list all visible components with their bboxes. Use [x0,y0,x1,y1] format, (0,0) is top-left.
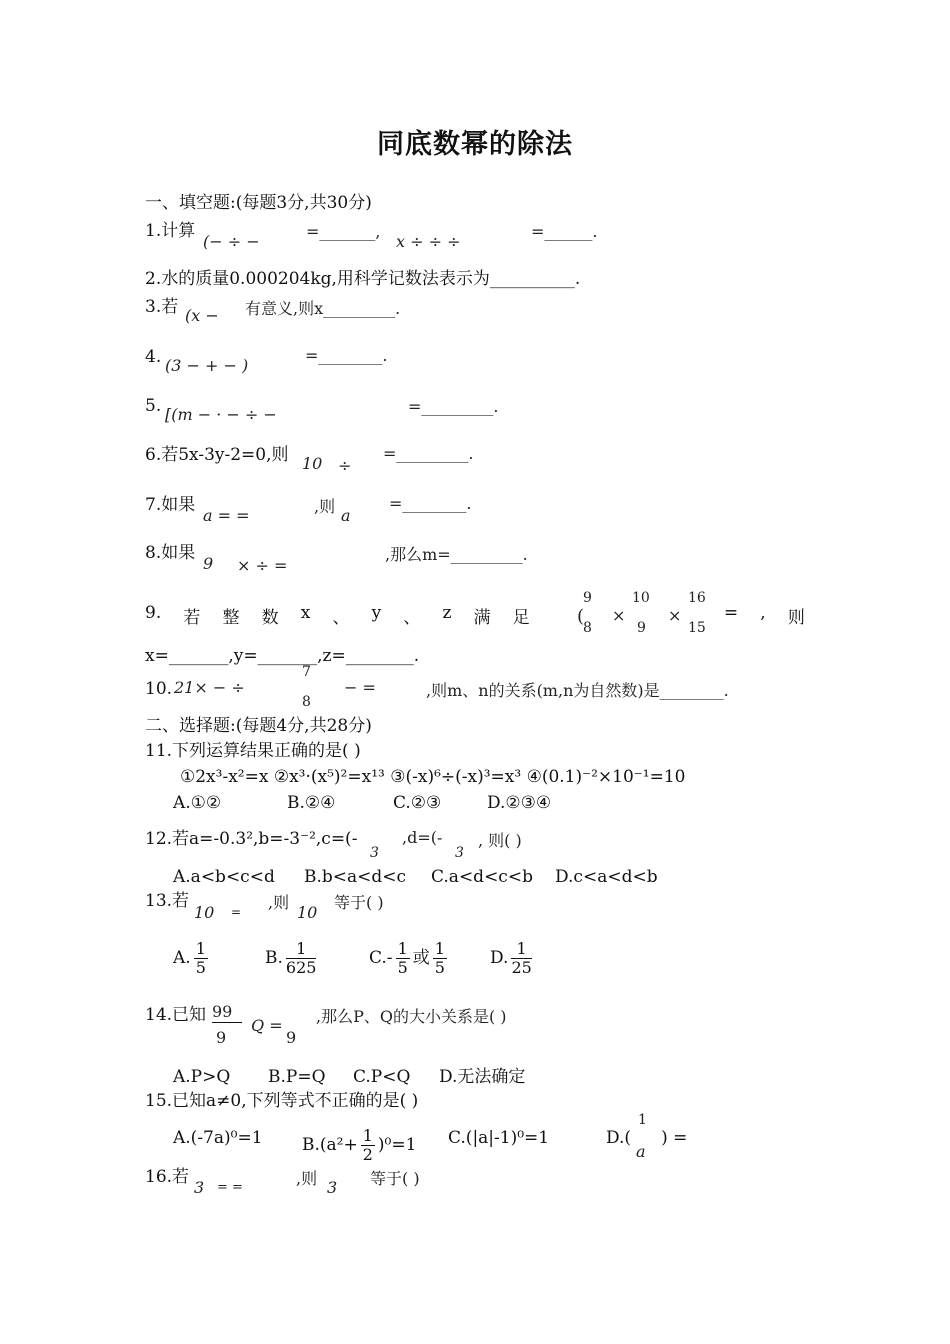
q16-then: ,则 [296,1169,318,1188]
q14-choice-d[interactable]: D.无法确定 [439,1067,526,1087]
q11-choice-d[interactable]: D.②③④ [487,793,552,813]
question-3: 3.若 [145,297,179,317]
q11-choice-b[interactable]: B.②④ [287,793,336,813]
q9-den-3: 15 [688,620,706,636]
q8-blank: ,那么m=_________. [385,545,528,564]
q9-den-1: 8 [583,620,592,636]
q13-base-2: 10 [297,903,318,922]
q13-choice-b[interactable]: B. $\frac{1}{625}$ [265,939,317,977]
question-9: 9. 若 整 数 x 、 y 、 z 满 足 = , 则 [145,603,805,628]
q14-choice-b[interactable]: B.P=Q [268,1067,326,1087]
page-title: 同底数幂的除法 [377,129,573,160]
question-7: 7.如果 [145,495,196,515]
q13-base: 10 [194,903,215,922]
q14-q-eq: Q = [251,1016,283,1035]
q9-answers: x=_______,y=_______,z=________. [145,646,420,666]
q15-choice-a[interactable]: A.(-7a)⁰=1 [173,1128,263,1148]
q13-frac-c2: $\frac{1}{5}$ [434,939,445,977]
q14-q-den: 9 [286,1028,297,1047]
q4-blank: =________. [305,346,388,365]
q14-den: 9 [216,1028,227,1047]
q3-blank: 有意义,则x_________. [245,299,401,318]
q6-base: 10 [302,454,323,473]
q9-den-2: 9 [637,620,646,636]
q12-choice-c[interactable]: C.a<d<c<b [431,867,533,887]
question-11: 11.下列运算结果正确的是( ) [145,741,361,761]
q15-d-num: 1 [638,1112,647,1128]
q13-frac-d: $\frac{1}{25}$ [511,939,532,977]
question-2: 2.水的质量0.000204kg,用科学记数法表示为__________. [145,269,581,289]
q16-base: 3 [194,1178,205,1197]
q13-choice-d[interactable]: D. $\frac{1}{25}$ [490,939,532,977]
q1-blank-2: =______. [531,222,598,241]
q13-choice-c[interactable]: C.- $\frac{1}{5}$ 或 $\frac{1}{5}$ [369,939,445,977]
question-16: 16.若 [145,1167,190,1187]
q8-expr: × ÷ = [237,556,288,575]
q5-expr: [(m − · − ÷ − [165,405,277,424]
question-5: 5. [145,396,162,416]
q10-expr-b: − = [344,678,376,697]
q14-choice-c[interactable]: C.P<Q [353,1067,411,1087]
q15-choice-d[interactable]: D.( ) = [606,1128,688,1148]
q9-times-1: × [612,606,626,625]
q12-mid: ,d=(- [402,828,443,847]
q9-paren: ( [577,606,585,627]
q4-expr: (3 − + − ) [165,356,249,375]
q10-den: 8 [302,694,311,710]
q7-blank: =________. [389,494,472,513]
q8-base: 9 [203,554,214,573]
q14-end: ,那么P、Q的大小关系是( ) [316,1007,507,1026]
q14-num: 99 [212,1002,233,1021]
q9-times-2: × [668,606,682,625]
question-13: 13.若 [145,891,190,911]
question-14: 14.已知 [145,1005,207,1025]
q13-eq: = [231,905,242,919]
q10-num: 7 [302,664,311,680]
q12-frac-d-den: 3 [455,845,464,861]
section-choice-heading: 二、选择题:(每题4分,共28分) [145,716,372,736]
q3-expr: (x − [185,306,219,325]
q13-frac-a: $\frac{1}{5}$ [195,939,206,977]
section-fill-heading: 一、填空题:(每题3分,共30分) [145,193,372,213]
question-6: 6.若5x-3y-2=0,则 [145,445,289,465]
q16-base-2: 3 [327,1178,338,1197]
q9-num-2: 10 [632,590,650,606]
q10-expr: 21× − ÷ [174,678,245,697]
q13-frac-b: $\frac{1}{625}$ [285,939,317,977]
question-10: 10. [145,679,173,699]
q11-choice-c[interactable]: C.②③ [393,793,442,813]
q10-blank: ,则m、n的关系(m,n为自然数)是________. [426,681,729,700]
q13-then: ,则 [268,893,290,912]
q7-then: ,则 [314,497,336,516]
q11-choice-a[interactable]: A.①② [173,793,222,813]
q13-frac-c: $\frac{1}{5}$ [397,939,408,977]
question-4: 4. [145,347,162,367]
q9-num-3: 16 [688,590,706,606]
q15-d-den: a [636,1142,646,1161]
q9-num-1: 9 [583,590,592,606]
q11-options: ①2x³-x²=x ②x³·(x⁵)²=x¹³ ③(-x)⁶÷(-x)³=x³ ④(0.1)⁻²×10⁻¹=10 [180,767,686,787]
q15-half: $\frac{1}{2}$ [362,1126,373,1164]
q12-choice-d[interactable]: D.c<a<d<b [555,867,658,887]
q12-choice-a[interactable]: A.a<b<c<d [173,867,275,887]
q14-frac-bar [212,1022,242,1023]
q6-blank: =_________. [383,444,474,463]
q15-choice-c[interactable]: C.(|a|-1)⁰=1 [448,1128,550,1148]
q14-choice-a[interactable]: A.P>Q [173,1067,231,1087]
question-12: 12.若a=-0.3²,b=-3⁻²,c=(- [145,829,358,849]
question-8: 8.如果 [145,543,196,563]
question-1: 1.计算 [145,221,196,241]
q12-choice-b[interactable]: B.b<a<d<c [304,867,407,887]
q7-expr-b: a [341,506,351,525]
q12-end: , 则( ) [478,831,522,850]
q16-end: 等于( ) [370,1169,420,1188]
question-15: 15.已知a≠0,下列等式不正确的是( ) [145,1091,419,1111]
q15-choice-b[interactable]: B.(a²+ $\frac{1}{2}$ )⁰=1 [302,1126,417,1164]
q13-end: 等于( ) [334,893,384,912]
q12-frac-c-den: 3 [370,845,379,861]
q6-divide: ÷ [338,456,352,475]
q13-choice-a[interactable]: A. $\frac{1}{5}$ [173,939,206,977]
q5-blank: =_________. [408,397,499,416]
q1-expr-a: (− ÷ − [203,232,260,251]
q1-expr-b: x ÷ ÷ ÷ [396,232,461,251]
q16-expr: = = [217,1180,243,1195]
q7-expr-a: a = = [203,506,250,525]
q1-blank-1: =_______, [306,222,381,241]
